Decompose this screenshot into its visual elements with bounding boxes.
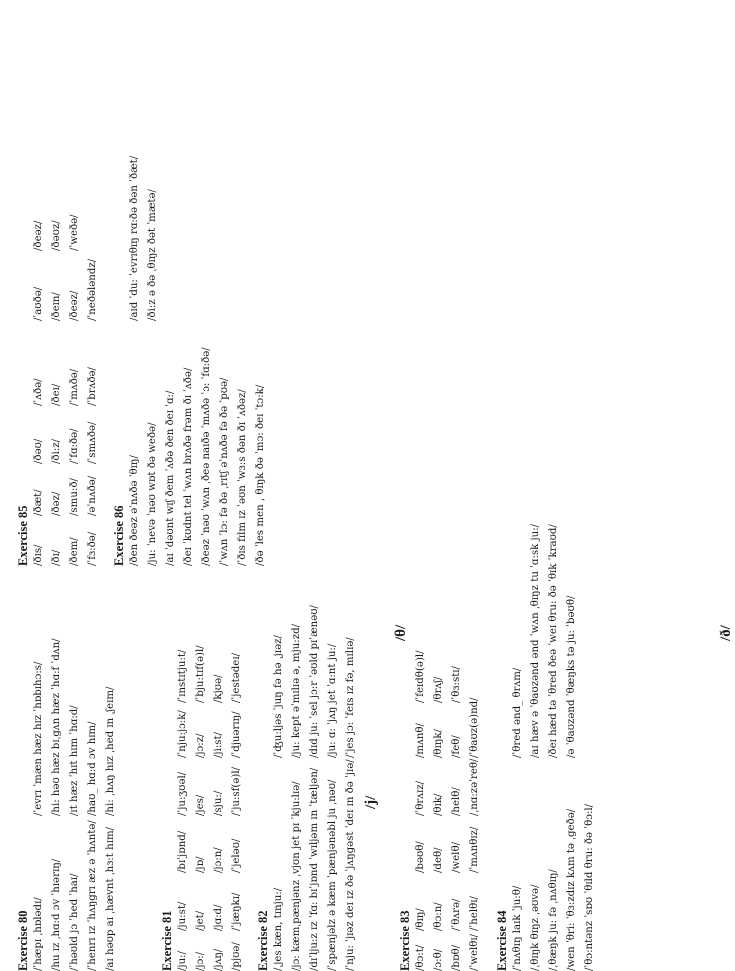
phrase: /jɔ: kæmˌpænjənz ˌvjʊn jet pɪ ˈkju:lɪə/ xyxy=(291,781,302,971)
word: /ˈɪnstɪtju:t/ xyxy=(177,649,188,703)
phrase: /ə ˈθaʊzənd ˈθæŋks tə ju: ˈbəʊθ/ xyxy=(566,595,577,758)
word: /ðɪ/ xyxy=(51,549,62,566)
word: /ðeəz/ xyxy=(69,290,80,321)
word: /ˈsmʌðə/ xyxy=(87,421,98,464)
exercise-80-title: Exercise 80 xyxy=(16,910,30,971)
phrase: /ˈʤu:ljəs ˈjuŋ fə hə ˌjɪəz/ xyxy=(273,635,284,758)
phrase: /ju: kept əˈmɪlɪə ə, mju:zd/ xyxy=(291,623,302,758)
section-j-heading: /j/ xyxy=(363,795,379,809)
word: /ˈbju:tɪf(ə)l/ xyxy=(195,645,206,703)
word: /sju:/ xyxy=(213,790,224,816)
word: /ˈfɑ:ðə/ xyxy=(69,428,80,464)
word: /kjʊə/ xyxy=(213,674,224,703)
word: /ðem/ xyxy=(69,537,80,566)
word: /ˈhelθɪ/ xyxy=(469,896,480,931)
phrase: /ðə ˈles men , θɪŋk ðə ˈmɔ: ðeɪ ˈtɔ:k/ xyxy=(255,384,266,566)
word: /welθ/ xyxy=(451,841,462,873)
phrase: /wen ˈθri: ˈθɜ:zdɪz kʌm tə ˌgeðə/ xyxy=(566,808,577,971)
word: /ˈθrʌɪz/ xyxy=(415,780,426,816)
word: /ðeəz/ xyxy=(33,220,44,251)
word: /smu:ð/ xyxy=(69,478,80,516)
phrase: /ˈhəʊld jɔ ˈhed ˈhaɪ/ xyxy=(69,873,80,971)
phrase: /ˈhenrɪ ɪz ˈhʌŋgrɪ æz ə ˈhʌntə/ xyxy=(87,820,98,971)
phrase: /ðen ðeəz əˈnʌðə ˈθɪŋ/ xyxy=(129,455,140,566)
word: /bɒθ/ xyxy=(451,944,462,971)
word: /bɪˈjɒnd/ xyxy=(177,830,188,873)
word: /ˈmʌðə/ xyxy=(69,368,80,406)
section-theta-heading: /θ/ xyxy=(393,624,409,641)
word: /ðɪs/ xyxy=(33,544,44,566)
phrase: /ˈjes jɔ: ˈfeɪs ɪz fə, mɪlɪə/ xyxy=(345,637,356,758)
phrase: /ði:z ə ðə ˌθɪŋz ðət ˈmætə/ xyxy=(147,189,158,321)
word: /ˈmʌnθɪz/ xyxy=(469,826,480,873)
phrase: /ˈspænjəlz ə kæm ˈpænjənəbl ju ˌnəʊ/ xyxy=(327,779,338,971)
phrase: /haʊ_ hɑ:d ɔv hɪm/ xyxy=(87,721,98,816)
word: /ju:/ xyxy=(177,950,188,971)
word: /θɪk/ xyxy=(433,793,444,816)
word: /ɔ:θ/ xyxy=(433,948,444,971)
word: /jɔ:/ xyxy=(195,951,206,971)
phrase: /aɪd ˈdu: ˈevrɪθɪŋ rɑ:ðə ðən ˈðæt/ xyxy=(129,155,140,321)
phrase: /aɪ hæv ə ˈθaʊzənd ənd ˈwʌn ˌθɪŋz tu ˈɑ:sk ju:/ xyxy=(530,523,541,758)
word: /jet/ xyxy=(195,910,206,931)
word: /ðeɪn/ xyxy=(51,292,62,321)
exercise-82-title: Exercise 82 xyxy=(256,910,270,971)
phrase: /ˈwʌn ˈlɔ: fə ðə ˌrɪtʃ əˈnʌðə fə ðə ˈpʊə/ xyxy=(219,377,230,566)
word: /ˈfɜ:ðə/ xyxy=(87,531,98,566)
word: /ˈju:ʒʊəl/ xyxy=(177,771,188,816)
phrase: /ˈnʌθɪŋ laɪk ˈju:θ/ xyxy=(512,885,523,971)
word: /əˈnʌðə/ xyxy=(87,475,98,516)
word: /θɔ:t/ xyxy=(415,944,426,971)
word: /ðæt/ xyxy=(33,489,44,516)
phrase: /aɪ həʊp aɪ ˌhævnt ˌhɜ:t hɪm/ xyxy=(105,826,116,971)
word: /bəʊθ/ xyxy=(415,841,426,873)
exercise-83-title: Exercise 83 xyxy=(398,910,412,971)
word: /ˈweðə/ xyxy=(69,214,80,251)
word: /θɔ:n/ xyxy=(433,902,444,931)
word: /ju:st/ xyxy=(177,901,188,931)
word: /ˈjeləʊ/ xyxy=(231,838,242,873)
word: /ˈwelθɪ/ xyxy=(469,933,480,971)
phrase: /ˈhæpɪ ˌhɒlədɪ/ xyxy=(33,897,44,971)
word: /ˈneðələndz/ xyxy=(87,258,98,321)
phrase: /ˈθred ənd_ θrʌm/ xyxy=(512,667,523,758)
phrase: /ˈevrɪ ˈmæn hæz hɪz ˈhɒbɪhɔ:s/ xyxy=(33,661,44,816)
word: /ði:z/ xyxy=(51,438,62,464)
word: /ˈθʌrə/ xyxy=(451,898,462,931)
word: /deθ/ xyxy=(433,847,444,873)
word: /ˈbrʌðə/ xyxy=(87,367,98,406)
word: /ˈjestədeɪ/ xyxy=(231,652,242,703)
word: /helθ/ xyxy=(451,787,462,816)
phrase: /dɪˈlju:z ɪz ˈfɑ: bɪˈjɒnd ˈwɪljəm ɪn ˈtæljən/ xyxy=(309,767,320,971)
phrase: /aɪ ˈdəʊnt wɪʃ ðem ˈʌðə ðen ðeɪ ˈɑ:/ xyxy=(165,390,176,566)
phrase: /ˈðɪs fɪlm ɪz ˈəʊn ˈwɜ:s ðən ðɪ ˈʌðəz/ xyxy=(237,389,248,566)
word: /ðeɪ/ xyxy=(51,383,62,406)
phrase: /ju: ˈnevə ˈnəʊ wɒt ðə weðə/ xyxy=(147,422,158,566)
word: /ˈdjuərɪŋ/ xyxy=(231,711,242,758)
word: /ˈʌðə/ xyxy=(33,378,44,406)
exercise-85-title: Exercise 85 xyxy=(16,505,30,566)
word: /ˈju:sf(ə)l/ xyxy=(231,766,242,816)
phrase: /hu ɪz ˌhɑ:d ɔv ˈhɪərɪŋ/ xyxy=(51,858,62,971)
word: /ˈjæŋkɪ/ xyxy=(231,892,242,931)
phrase: /ju: ɑ: ˈjʌŋ jet ˈɑ:nt ju:/ xyxy=(327,643,338,758)
section-eth-heading: /ð/ xyxy=(718,625,734,641)
word: /θɪŋ/ xyxy=(415,908,426,931)
word: /mʌnθ/ xyxy=(415,723,426,758)
word: /ˌnɑ:zəˈreθ/ xyxy=(469,758,480,816)
right-column xyxy=(0,11,661,566)
word: /ðəʊz/ xyxy=(51,220,62,251)
phrase: /ˌθɪŋk θɪŋz ˌəʊvə/ xyxy=(530,884,541,971)
word: /ji:st/ xyxy=(213,731,224,758)
word: /ðəʊ/ xyxy=(33,438,44,464)
phrase: /ˌθæŋk ju: fə ˌnʌθɪŋ/ xyxy=(548,869,559,971)
word: /jɑ:d/ xyxy=(213,904,224,931)
word: /θɪŋk/ xyxy=(433,729,444,758)
word: /pjʊə/ xyxy=(231,942,242,971)
word: /jɒ/ xyxy=(195,856,206,873)
word: /ˈnju:jɔ:k/ xyxy=(177,710,188,758)
phrase: /dɪd ju: ˈsel jɔ:r ˈəʊld pɪˈænəʊ/ xyxy=(309,605,320,758)
word: /jɔ:z/ xyxy=(195,733,206,758)
phrase: /hi: ˌhʌŋ hɪz ˌhed ɪn ˌʃeɪm/ xyxy=(105,686,116,816)
word: /ˈaʊðə/ xyxy=(33,286,44,321)
exercise-81-title: Exercise 81 xyxy=(160,910,174,971)
phrase: /ˌjes kæn, tɪnju:/ xyxy=(273,887,284,971)
word: /jɔ:n/ xyxy=(213,847,224,873)
phrase: /ðeɪ ˈkʊdnt tel ˈwʌn brʌðə frəm ðɪ ˈʌðə/ xyxy=(183,367,194,566)
phrase: /ˈθɔ:ntənz ˈsɒʊ ˈθɪld θru: ðə ˈθɔ:l/ xyxy=(584,803,595,971)
exercise-84-title: Exercise 84 xyxy=(495,910,509,971)
word: /jes/ xyxy=(195,794,206,816)
word: /jʌŋ/ xyxy=(213,948,224,971)
phrase: /ɪt hæz ˈhɪt hɪm ˈhɑ:d/ xyxy=(69,705,80,816)
phrase: /ðeɪ hæd tə ˈθred ðeə ˈweɪ θru: ðə ˈθɪk ˈkraʊd/ xyxy=(548,524,559,758)
word: /ˈθaʊz(ə)nd/ xyxy=(469,697,480,758)
word: /θrʌʃ/ xyxy=(433,676,444,703)
phrase: /ˈnju: ˈjɪəz deɪ ɪz ðə ˈjʌŋgəst ˈdeɪ ɪn ðə ˈjɪə/ xyxy=(345,759,356,971)
phrase: /ðeəz ˈnəʊ ˈwʌn ˌðeə naɪðə ˈmʌðə ˈɔ: ˈfɑ:ðə/ xyxy=(201,347,212,566)
phrase: /hi: həʊ hæz bɪˌgʌn hæz ˈhɑ:f ˈdʌn/ xyxy=(51,638,62,816)
word: /feθ/ xyxy=(451,735,462,758)
word: /ˈθɜ:stɪ/ xyxy=(451,666,462,703)
word: /ðəz/ xyxy=(51,491,62,516)
exercise-86-title: Exercise 86 xyxy=(112,505,126,566)
word: /ˈfeɪdθ(ə)l/ xyxy=(415,650,426,703)
